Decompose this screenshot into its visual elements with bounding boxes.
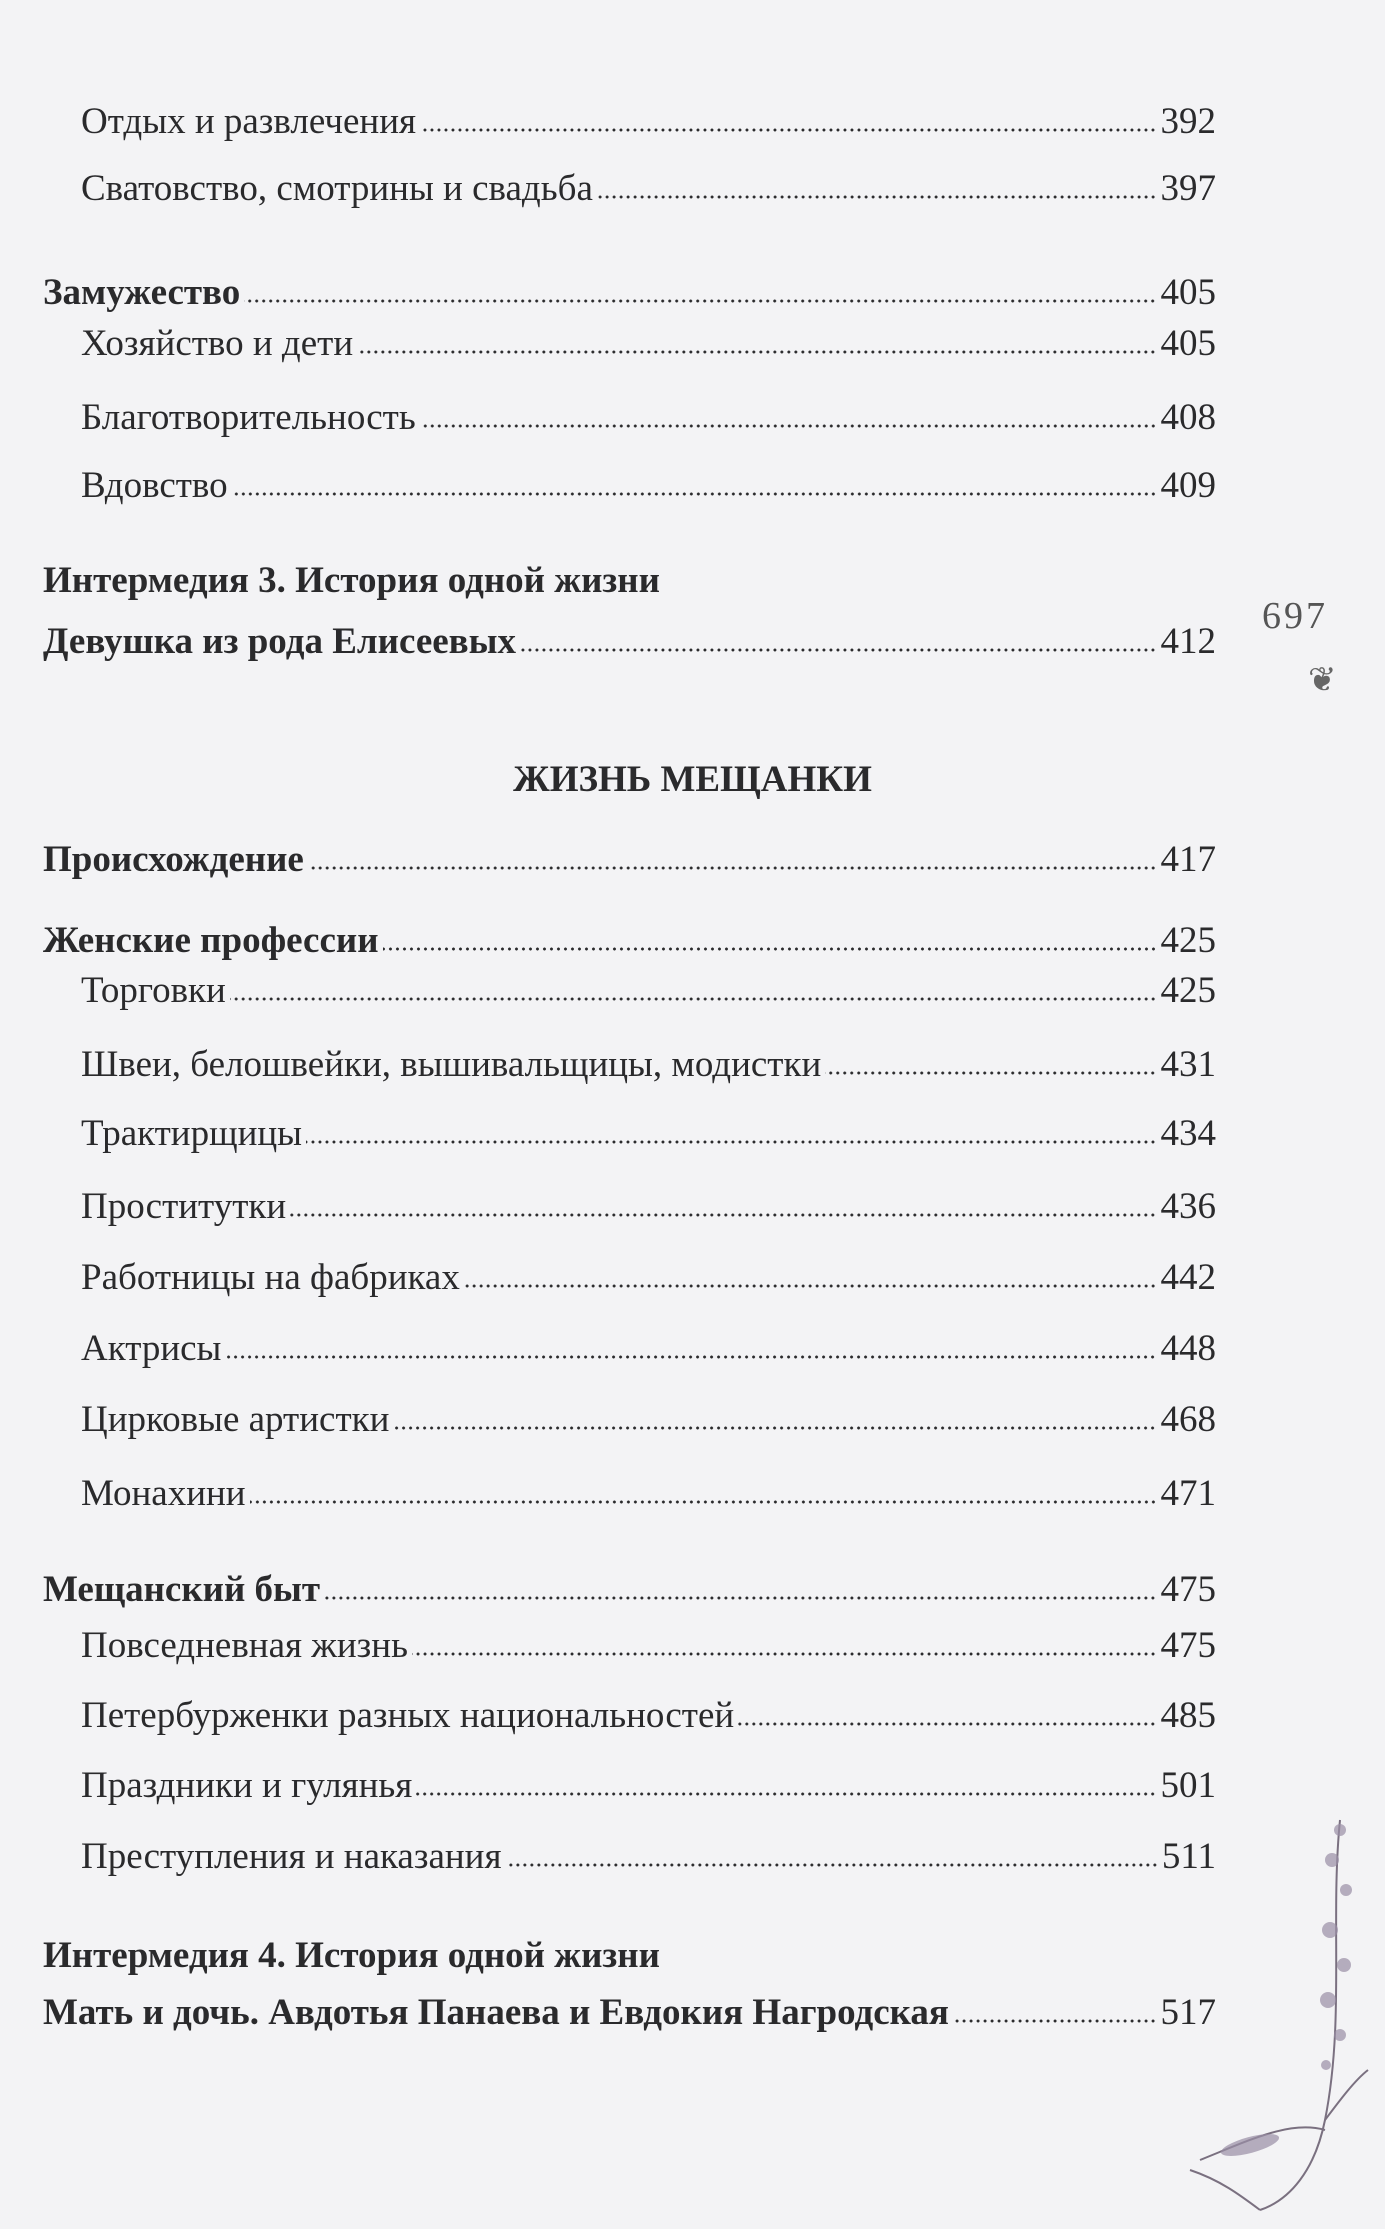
- dot-leader: [225, 1354, 1156, 1360]
- entry-title: Женские профессии: [43, 920, 379, 961]
- dot-leader: [412, 1651, 1157, 1657]
- toc-entry: [0, 100, 1216, 144]
- entry-title: Петербурженки разных национальностей: [81, 1695, 735, 1736]
- toc-entry: [0, 1043, 1216, 1087]
- entry-page: 409: [1160, 465, 1216, 506]
- entry-page: 448: [1160, 1328, 1216, 1369]
- toc-entry: [0, 322, 1216, 366]
- dot-leader: [393, 1425, 1156, 1431]
- entry-page: 431: [1160, 1044, 1216, 1085]
- entry-title: Девушка из рода Елисеевых: [43, 621, 517, 662]
- toc-entry: [0, 1398, 1216, 1442]
- entry-page: 425: [1160, 970, 1216, 1011]
- dot-leader: [738, 1721, 1156, 1727]
- page-number: 697: [1262, 595, 1328, 637]
- entry-title: Проститутки: [81, 1186, 287, 1227]
- entry-page: 511: [1161, 1836, 1216, 1877]
- entry-title: Торговки: [81, 970, 226, 1011]
- toc-entry: [0, 396, 1216, 440]
- entry-title: Мать и дочь. Авдотья Панаева и Евдокия Нагродская: [43, 1992, 949, 2033]
- dot-leader: [416, 1791, 1156, 1797]
- entry-page: 475: [1160, 1569, 1216, 1610]
- section-heading-text: ЖИЗНЬ МЕЩАНКИ: [513, 759, 872, 800]
- toc-entry: [0, 464, 1216, 508]
- entry-page: 475: [1160, 1625, 1216, 1666]
- dot-leader: [230, 996, 1157, 1002]
- entry-page: 436: [1160, 1186, 1216, 1227]
- toc-entry: [0, 1112, 1216, 1156]
- toc-entry: [0, 1327, 1216, 1371]
- entry-page: 392: [1160, 101, 1216, 142]
- dot-leader: [357, 349, 1156, 355]
- toc-entry: [0, 1256, 1216, 1300]
- toc-entry: [0, 838, 1216, 882]
- entry-title: Праздники и гулянья: [81, 1765, 413, 1806]
- entry-title: Вдовство: [81, 465, 228, 506]
- dot-leader: [520, 647, 1156, 653]
- entry-title: Швеи, белошвейки, вышивальщицы, модистки: [81, 1044, 822, 1085]
- dot-leader: [953, 2018, 1157, 2024]
- entry-page: 425: [1160, 920, 1216, 961]
- entry-title: Работницы на фабриках: [81, 1257, 460, 1298]
- toc-entry: [0, 1568, 1216, 1612]
- toc-entry: [0, 1624, 1216, 1668]
- toc-entry: [0, 1764, 1216, 1808]
- dot-leader: [290, 1212, 1156, 1218]
- entry-title: Трактирщицы: [81, 1113, 303, 1154]
- dot-leader: [306, 1139, 1156, 1145]
- entry-title: Монахини: [81, 1473, 246, 1514]
- entry-title: Отдых и развлечения: [81, 101, 417, 142]
- entry-page: 468: [1160, 1399, 1216, 1440]
- dot-leader: [506, 1862, 1158, 1868]
- entry-page: 434: [1160, 1113, 1216, 1154]
- entry-page: 397: [1160, 168, 1216, 209]
- dot-leader: [464, 1283, 1157, 1289]
- dot-leader: [597, 194, 1157, 200]
- dot-leader: [383, 946, 1157, 952]
- entry-title: Происхождение: [43, 839, 304, 880]
- entry-page: 405: [1160, 272, 1216, 313]
- dot-leader: [420, 127, 1156, 133]
- entry-page: 417: [1160, 839, 1216, 880]
- toc-entry: [0, 1185, 1216, 1229]
- toc-entry: [0, 620, 1216, 664]
- toc-entry: [0, 919, 1216, 963]
- entry-title: Повседневная жизнь: [81, 1625, 408, 1666]
- dot-leader: [324, 1595, 1156, 1601]
- entry-page: 412: [1160, 621, 1216, 662]
- entry-page: 408: [1160, 397, 1216, 438]
- entry-page: 501: [1160, 1765, 1216, 1806]
- intermedia-heading: Интермедия 4. История одной жизни: [43, 1935, 660, 1976]
- dot-leader: [244, 298, 1156, 304]
- toc-entry: [0, 271, 1216, 315]
- dot-leader: [232, 491, 1157, 497]
- entry-page: 405: [1160, 323, 1216, 364]
- dot-leader: [308, 865, 1157, 871]
- toc-entry: [0, 1991, 1216, 2035]
- entry-page: 517: [1160, 1992, 1216, 2033]
- flower-ornament-icon: [1140, 1800, 1380, 2220]
- entry-page: 485: [1160, 1695, 1216, 1736]
- toc-entry: [0, 167, 1216, 211]
- toc-entry: [0, 969, 1216, 1013]
- dot-leader: [825, 1070, 1156, 1076]
- entry-title: Благотворительность: [81, 397, 416, 438]
- entry-title: Преступления и наказания: [81, 1836, 502, 1877]
- toc-entry: [0, 1835, 1216, 1879]
- entry-title: Хозяйство и дети: [81, 323, 354, 364]
- dot-leader: [250, 1499, 1157, 1505]
- entry-title: Мещанский быт: [43, 1569, 321, 1610]
- entry-page: 442: [1160, 1257, 1216, 1298]
- dot-leader: [420, 423, 1157, 429]
- entry-title: Сватовство, смотрины и свадьба: [81, 168, 593, 209]
- entry-title: Замужество: [43, 272, 241, 313]
- entry-title: Цирковые артистки: [81, 1399, 390, 1440]
- section-heading: [0, 758, 1385, 802]
- toc-entry: [0, 1472, 1216, 1516]
- ornament-icon: ❦: [1308, 662, 1337, 699]
- entry-page: 471: [1160, 1473, 1216, 1514]
- entry-title: Актрисы: [81, 1328, 222, 1369]
- intermedia-heading: Интермедия 3. История одной жизни: [43, 560, 660, 601]
- toc-entry: [0, 1694, 1216, 1738]
